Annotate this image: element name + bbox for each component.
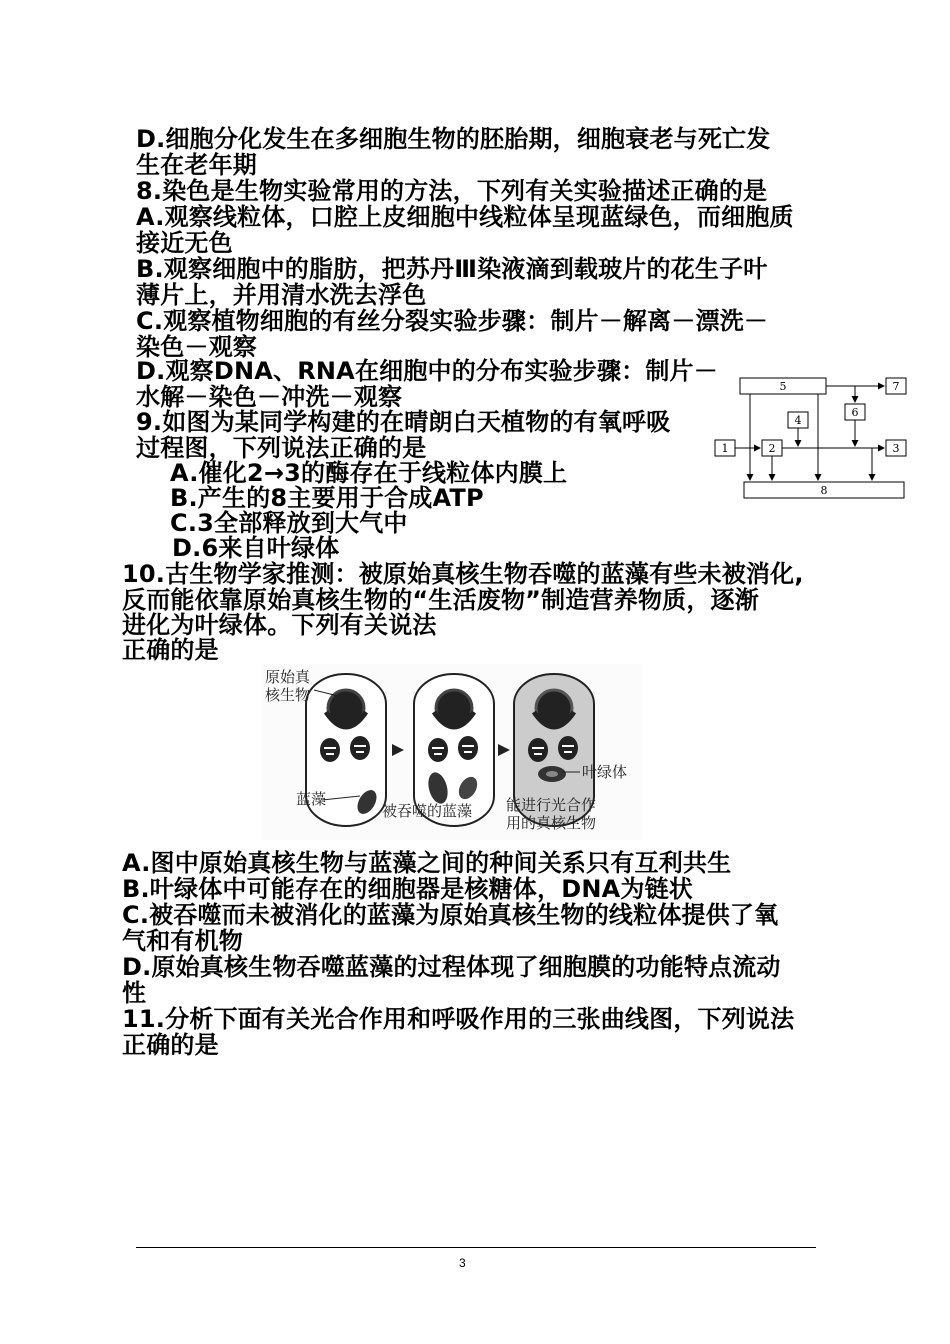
q10-option-a: A.图中原始真核生物与蓝藻之间的种间关系只有互利共生 bbox=[122, 849, 732, 877]
q9-option-b: B.产生的8主要用于合成ATP bbox=[170, 484, 484, 512]
text-line: 薄片上，并用清水洗去浮色 bbox=[136, 281, 427, 309]
text-line: 性 bbox=[122, 979, 147, 1007]
svg-text:6: 6 bbox=[851, 406, 859, 419]
svg-text:3: 3 bbox=[892, 442, 900, 455]
svg-text:7: 7 bbox=[892, 380, 900, 393]
question-9-stem: 9.如图为某同学构建的在晴朗白天植物的有氧呼吸 bbox=[136, 408, 671, 436]
q10-option-c: C.被吞噬而未被消化的蓝藻为原始真核生物的线粒体提供了氧 bbox=[122, 901, 779, 929]
q8-option-a: A.观察线粒体，口腔上皮细胞中线粒体呈现蓝绿色，而细胞质 bbox=[136, 203, 794, 231]
question-11-stem: 11.分析下面有关光合作用和呼吸作用的三张曲线图，下列说法 bbox=[122, 1005, 795, 1033]
svg-text:2: 2 bbox=[768, 442, 776, 455]
q10-option-b: B.叶绿体中可能存在的细胞器是核糖体，DNA为链状 bbox=[122, 875, 693, 903]
svg-text:蓝藻: 蓝藻 bbox=[296, 790, 327, 808]
q8-option-c: C.观察植物细胞的有丝分裂实验步骤：制片－解离－漂洗－ bbox=[136, 307, 769, 335]
text-line: 接近无色 bbox=[136, 229, 233, 257]
endosymbiosis-figure bbox=[262, 664, 642, 840]
q8-option-b: B.观察细胞中的脂肪，把苏丹Ⅲ染液滴到载玻片的花生子叶 bbox=[136, 255, 768, 283]
text-line: 正确的是 bbox=[122, 1031, 219, 1059]
text-line: 生在老年期 bbox=[136, 151, 257, 179]
svg-text:用的真核生物: 用的真核生物 bbox=[506, 814, 597, 832]
q10-option-d: D.原始真核生物吞噬蓝藻的过程体现了细胞膜的功能特点流动 bbox=[122, 953, 781, 981]
svg-text:被吞噬的蓝藻: 被吞噬的蓝藻 bbox=[382, 802, 473, 820]
footer-rule bbox=[136, 1247, 816, 1248]
question-10-stem: 10.古生物学家推测：被原始真核生物吞噬的蓝藻有些未被消化, bbox=[122, 560, 804, 588]
svg-text:叶绿体: 叶绿体 bbox=[582, 763, 628, 781]
svg-text:核生物: 核生物 bbox=[265, 686, 311, 704]
svg-text:8: 8 bbox=[820, 484, 828, 497]
question-8-stem: 8.染色是生物实验常用的方法，下列有关实验描述正确的是 bbox=[136, 177, 768, 205]
svg-text:能进行光合作: 能进行光合作 bbox=[506, 796, 597, 814]
text-line: 气和有机物 bbox=[122, 927, 243, 955]
text-line: 过程图，下列说法正确的是 bbox=[136, 434, 427, 462]
q8-option-d: D.观察DNA、RNA在细胞中的分布实验步骤：制片－ bbox=[136, 357, 718, 385]
text-line: 进化为叶绿体。下列有关说法 bbox=[122, 611, 437, 639]
svg-text:原始真: 原始真 bbox=[265, 668, 311, 686]
svg-text:5: 5 bbox=[779, 380, 787, 393]
q9-option-d: D.6来自叶绿体 bbox=[172, 534, 340, 562]
svg-text:4: 4 bbox=[794, 414, 802, 427]
text-line: D.细胞分化发生在多细胞生物的胚胎期，细胞衰老与死亡发 bbox=[136, 125, 771, 153]
respiration-process-diagram bbox=[712, 372, 912, 504]
text-line: 正确的是 bbox=[122, 636, 219, 664]
q9-option-c: C.3全部释放到大气中 bbox=[170, 509, 408, 537]
text-line: 染色－观察 bbox=[136, 333, 257, 361]
svg-text:1: 1 bbox=[721, 442, 729, 455]
page-number: 3 bbox=[459, 1256, 466, 1270]
text-line: 反而能依靠原始真核生物的“生活废物”制造营养物质，逐渐 bbox=[122, 586, 759, 614]
q9-option-a: A.催化2→3的酶存在于线粒体内膜上 bbox=[170, 459, 568, 487]
text-line: 水解－染色－冲洗－观察 bbox=[136, 383, 403, 411]
